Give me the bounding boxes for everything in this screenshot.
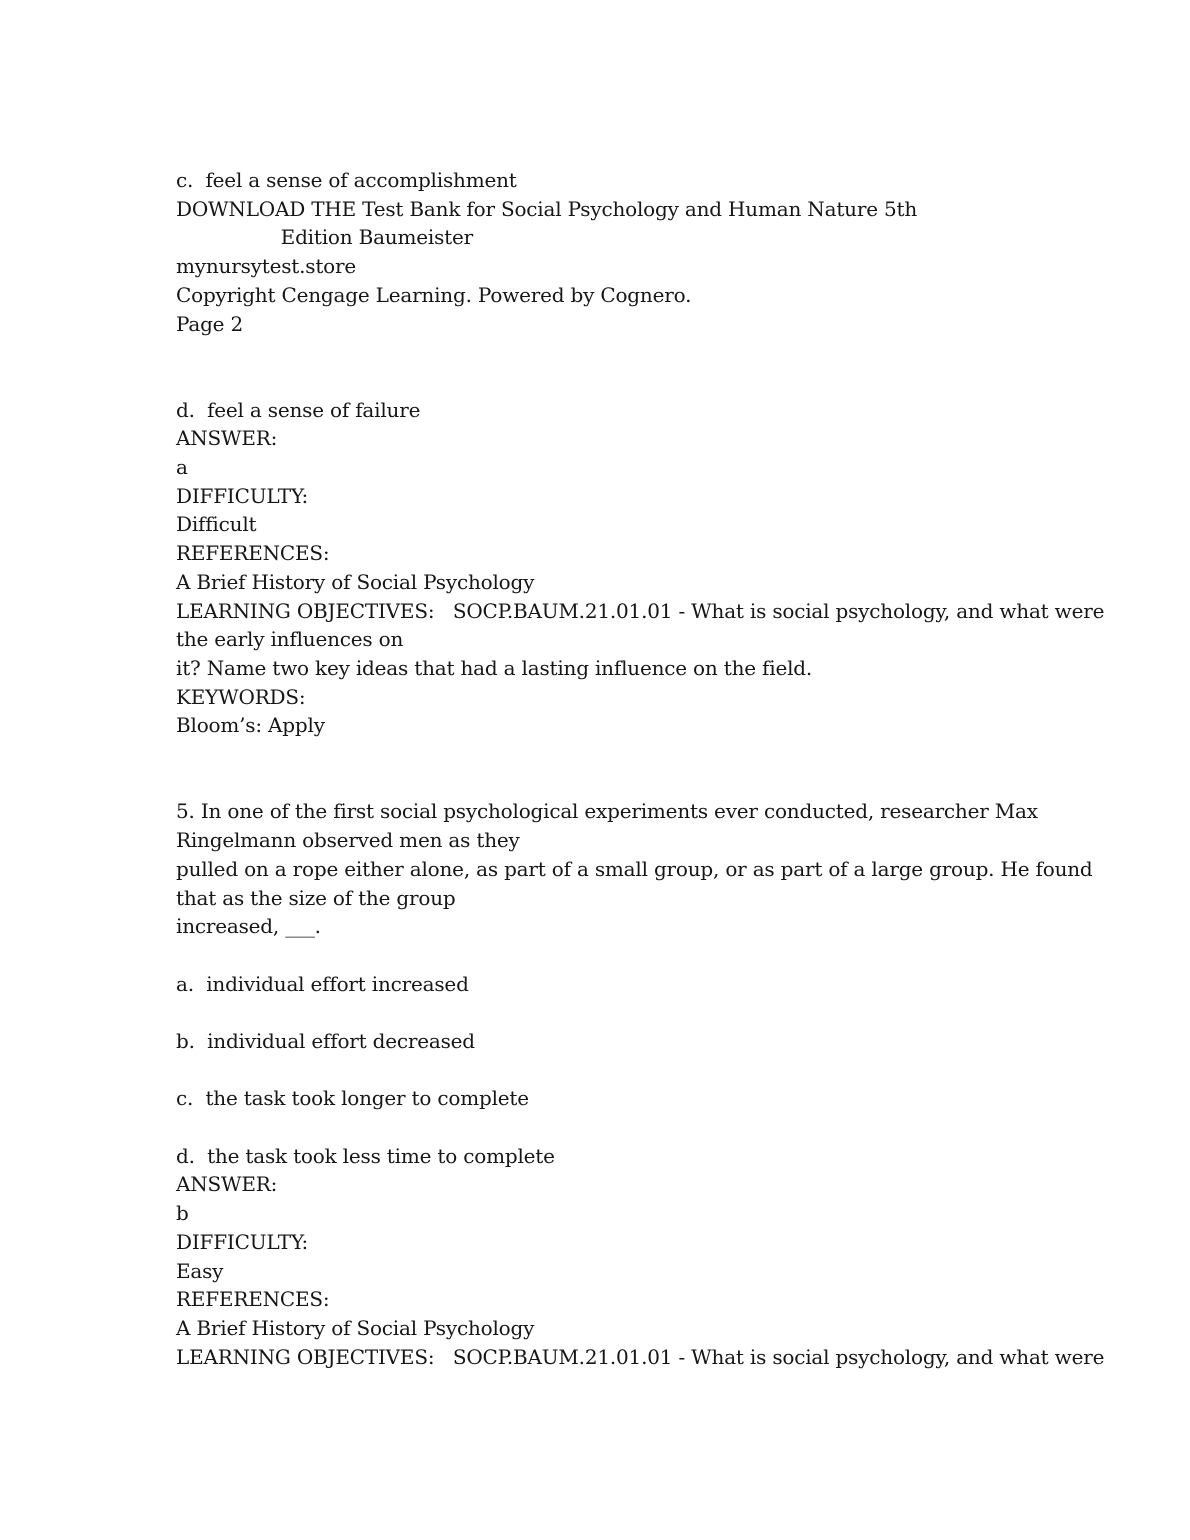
blank-line — [176, 367, 1076, 396]
text-line: A Brief History of Social Psychology — [176, 1316, 535, 1340]
text-line: a — [176, 455, 188, 479]
text-line: mynursytest.store — [176, 254, 357, 279]
text-line: b — [176, 1201, 189, 1226]
text-line: DIFFICULTY: — [176, 483, 309, 508]
text-line: d. feel a sense of failure — [176, 397, 421, 422]
text-line: pulled on a rope either alone, as part of a small group, or as part of a large group. He found — [176, 856, 1093, 881]
blank-line — [176, 941, 1076, 970]
text-line: increased, ___. — [176, 914, 321, 939]
blank-line — [176, 998, 1076, 1027]
text-line: DIFFICULTY: — [176, 1229, 309, 1254]
text-line: LEARNING OBJECTIVES: SOCP.BAUM.21.01.01 - What is social psychology, and what were — [176, 598, 1105, 623]
text-line: it? Name two key ideas that had a lasting influence on the field. — [176, 655, 813, 680]
blank-line — [176, 769, 1076, 798]
text-line: d. the task took less time to complete — [176, 1143, 555, 1168]
text-line: REFERENCES: — [176, 541, 330, 566]
text-line: Edition Baumeister — [176, 225, 473, 250]
text-line: Copyright Cengage Learning. Powered by Cognero. — [176, 282, 692, 307]
blank-line — [176, 1113, 1076, 1142]
text-line: LEARNING OBJECTIVES: SOCP.BAUM.21.01.01 - What is social psychology, and what were — [176, 1344, 1105, 1369]
blank-line — [176, 740, 1076, 769]
text-line: a. individual effort increased — [176, 971, 469, 996]
text-line: KEYWORDS: — [176, 684, 306, 709]
text-line: b. individual effort decreased — [176, 1029, 475, 1053]
text-line: Easy — [176, 1258, 224, 1283]
text-line: ANSWER: — [176, 426, 278, 451]
text-line: 5. In one of the first social psychological experiments ever conducted, researcher Max — [176, 799, 1038, 824]
text-line: the early influences on — [176, 627, 404, 652]
blank-line — [176, 1056, 1076, 1085]
text-line: Page 2 — [176, 311, 244, 336]
text-line: REFERENCES: — [176, 1287, 330, 1312]
document-lines — [176, 166, 1105, 1371]
text-line: DOWNLOAD THE Test Bank for Social Psychology and Human Nature 5th — [176, 196, 918, 221]
blank-line — [176, 338, 1076, 367]
text-line: ANSWER: — [176, 1172, 278, 1197]
text-line: A Brief History of Social Psychology — [176, 569, 535, 594]
text-line: Ringelmann observed men as they — [176, 828, 520, 853]
text-line: Difficult — [176, 512, 257, 537]
text-line: c. the task took longer to complete — [176, 1086, 529, 1111]
text-line: that as the size of the group — [176, 885, 456, 910]
text-line: c. feel a sense of accomplishment — [176, 168, 517, 192]
text-line: Bloom’s: Apply — [176, 713, 325, 738]
